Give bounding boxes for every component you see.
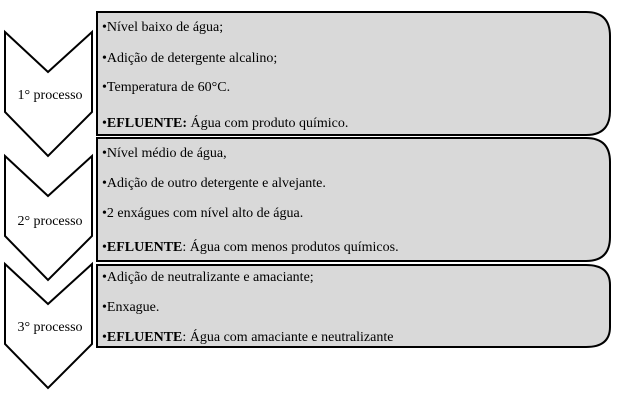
bullet-item: •Nível baixo de água; <box>102 20 224 35</box>
bullet-item: •Nível médio de água, <box>102 146 227 161</box>
bullet-item: •Adição de outro detergente e alvejante. <box>102 176 326 191</box>
step-label-1: 1° processo <box>17 88 83 103</box>
effluent-value: Água com produto químico. <box>187 116 349 131</box>
effluent-line <box>102 116 348 132</box>
bullet-mark: • <box>102 330 107 345</box>
effluent-value: : Água com menos produtos químicos. <box>182 240 399 255</box>
bullet-mark: • <box>102 116 107 131</box>
bullet-item: •Enxague. <box>102 300 160 315</box>
effluent-key: EFLUENTE <box>106 240 183 255</box>
bullet-item: •2 enxágues com nível alto de água. <box>102 206 304 221</box>
bullet-item: •Adição de neutralizante e amaciante; <box>102 270 314 285</box>
effluent-line <box>102 240 399 256</box>
step-label-2: 2° processo <box>17 214 83 229</box>
effluent-value: : Água com amaciante e neutralizante <box>182 330 394 345</box>
bullet-item: •Temperatura de 60°C. <box>102 80 231 95</box>
step-label-3: 3° processo <box>17 320 83 335</box>
effluent-line <box>102 330 393 346</box>
effluent-key: EFLUENTE: <box>106 116 188 131</box>
bullet-mark: • <box>102 240 107 255</box>
bullet-item: •Adição de detergente alcalino; <box>102 51 278 66</box>
effluent-key: EFLUENTE <box>106 330 183 345</box>
